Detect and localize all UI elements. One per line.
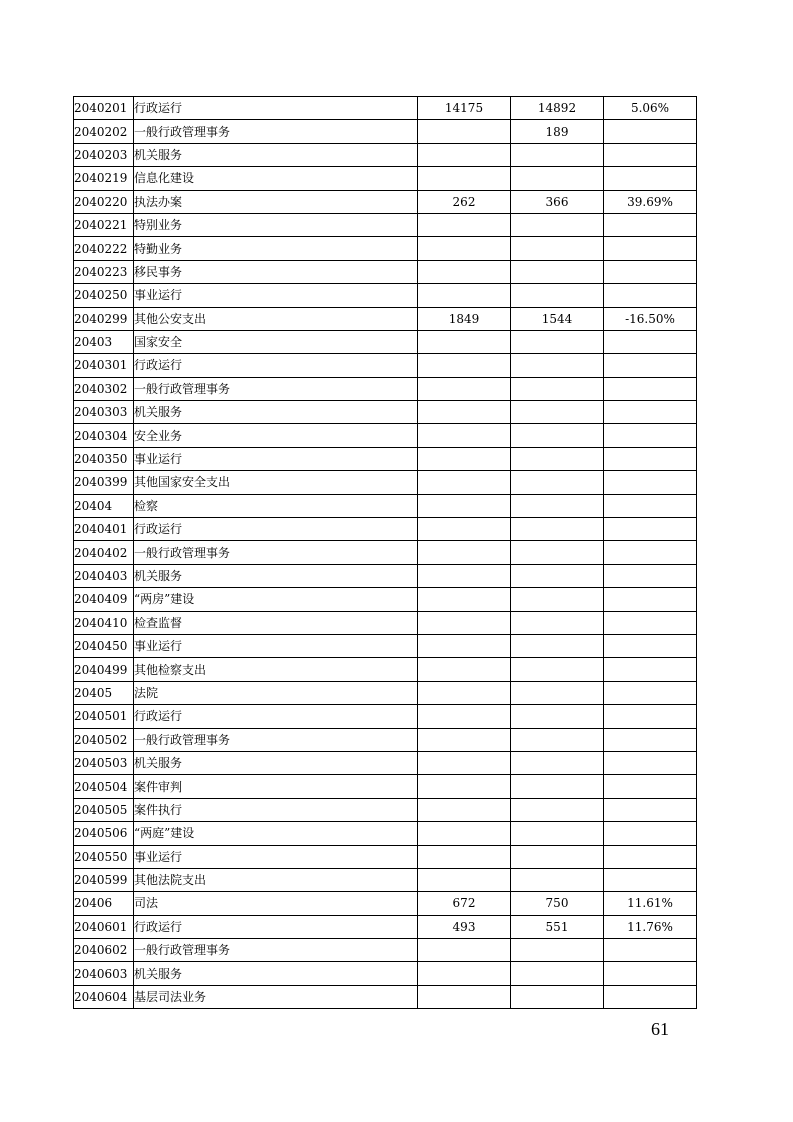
row-change-percent	[604, 939, 697, 962]
table-row	[74, 260, 697, 283]
row-value-prior	[418, 518, 511, 541]
row-code: 2040601	[74, 915, 134, 938]
row-code: 20404	[74, 494, 134, 517]
row-name: 基层司法业务	[134, 985, 418, 1008]
row-change-percent	[604, 447, 697, 470]
table-body	[74, 97, 697, 1009]
row-change-percent	[604, 798, 697, 821]
table-row	[74, 751, 697, 774]
row-value-prior	[418, 424, 511, 447]
row-value-current	[511, 377, 604, 400]
row-value-prior	[418, 798, 511, 821]
row-name: 行政运行	[134, 915, 418, 938]
row-code: 2040450	[74, 634, 134, 657]
row-name: 一般行政管理事务	[134, 120, 418, 143]
table-row	[74, 518, 697, 541]
row-code: 2040350	[74, 447, 134, 470]
row-change-percent	[604, 868, 697, 891]
row-code: 2040550	[74, 845, 134, 868]
row-name: 特勤业务	[134, 237, 418, 260]
row-value-prior	[418, 705, 511, 728]
table-row	[74, 775, 697, 798]
row-change-percent	[604, 541, 697, 564]
row-change-percent	[604, 424, 697, 447]
row-value-prior	[418, 167, 511, 190]
row-value-prior	[418, 120, 511, 143]
row-value-current	[511, 237, 604, 260]
row-value-current: 366	[511, 190, 604, 213]
row-code: 2040604	[74, 985, 134, 1008]
row-value-current	[511, 354, 604, 377]
row-value-current: 189	[511, 120, 604, 143]
row-change-percent	[604, 471, 697, 494]
row-change-percent	[604, 962, 697, 985]
row-value-current	[511, 564, 604, 587]
row-name: 行政运行	[134, 97, 418, 120]
page-number: 61	[651, 1019, 669, 1039]
row-name: 机关服务	[134, 751, 418, 774]
row-name: 其他国家安全支出	[134, 471, 418, 494]
row-value-current	[511, 401, 604, 424]
row-value-current	[511, 822, 604, 845]
table-row	[74, 237, 697, 260]
row-value-prior	[418, 354, 511, 377]
row-name: 一般行政管理事务	[134, 541, 418, 564]
table-row	[74, 658, 697, 681]
row-value-current: 1544	[511, 307, 604, 330]
table-row	[74, 190, 697, 213]
row-code: 2040302	[74, 377, 134, 400]
row-value-prior: 493	[418, 915, 511, 938]
row-name: 机关服务	[134, 564, 418, 587]
row-change-percent	[604, 681, 697, 704]
row-value-prior	[418, 985, 511, 1008]
row-value-prior	[418, 634, 511, 657]
row-name: 行政运行	[134, 518, 418, 541]
row-change-percent	[604, 401, 697, 424]
row-code: 2040410	[74, 611, 134, 634]
row-name: 一般行政管理事务	[134, 939, 418, 962]
row-value-current	[511, 518, 604, 541]
row-name: 检查监督	[134, 611, 418, 634]
table-row	[74, 307, 697, 330]
row-change-percent	[604, 634, 697, 657]
row-change-percent	[604, 728, 697, 751]
row-change-percent	[604, 237, 697, 260]
row-value-prior	[418, 822, 511, 845]
row-name: 事业运行	[134, 284, 418, 307]
row-value-current	[511, 471, 604, 494]
row-value-prior	[418, 541, 511, 564]
row-change-percent	[604, 330, 697, 353]
row-change-percent	[604, 564, 697, 587]
row-name: 国家安全	[134, 330, 418, 353]
table-row	[74, 564, 697, 587]
row-value-prior	[418, 775, 511, 798]
row-value-prior	[418, 284, 511, 307]
row-value-current: 551	[511, 915, 604, 938]
row-code: 2040301	[74, 354, 134, 377]
row-change-percent	[604, 658, 697, 681]
row-name: 安全业务	[134, 424, 418, 447]
row-code: 2040503	[74, 751, 134, 774]
row-value-prior	[418, 751, 511, 774]
row-value-prior	[418, 681, 511, 704]
row-code: 2040402	[74, 541, 134, 564]
row-code: 2040409	[74, 588, 134, 611]
row-change-percent	[604, 588, 697, 611]
row-name: 事业运行	[134, 634, 418, 657]
row-value-prior	[418, 377, 511, 400]
row-value-current	[511, 658, 604, 681]
row-value-prior	[418, 330, 511, 353]
table-row	[74, 424, 697, 447]
table-row	[74, 447, 697, 470]
row-value-prior	[418, 237, 511, 260]
row-name: 事业运行	[134, 447, 418, 470]
table-row	[74, 588, 697, 611]
row-change-percent: -16.50%	[604, 307, 697, 330]
row-change-percent	[604, 377, 697, 400]
row-change-percent	[604, 822, 697, 845]
row-code: 2040603	[74, 962, 134, 985]
table-row	[74, 822, 697, 845]
row-value-prior	[418, 143, 511, 166]
row-code: 2040504	[74, 775, 134, 798]
row-name: 一般行政管理事务	[134, 377, 418, 400]
row-value-prior: 14175	[418, 97, 511, 120]
row-change-percent	[604, 354, 697, 377]
row-code: 2040399	[74, 471, 134, 494]
table-row	[74, 401, 697, 424]
row-value-prior	[418, 939, 511, 962]
row-value-current	[511, 751, 604, 774]
row-value-prior	[418, 868, 511, 891]
row-code: 2040202	[74, 120, 134, 143]
row-name: 机关服务	[134, 401, 418, 424]
row-code: 2040222	[74, 237, 134, 260]
row-value-prior	[418, 401, 511, 424]
row-value-current	[511, 284, 604, 307]
row-value-current	[511, 167, 604, 190]
row-name: 机关服务	[134, 962, 418, 985]
row-value-prior	[418, 494, 511, 517]
table-row	[74, 681, 697, 704]
row-value-current: 750	[511, 892, 604, 915]
table-row	[74, 915, 697, 938]
table-row	[74, 868, 697, 891]
row-value-prior: 262	[418, 190, 511, 213]
row-code: 2040220	[74, 190, 134, 213]
row-code: 2040506	[74, 822, 134, 845]
row-name: 移民事务	[134, 260, 418, 283]
row-name: 其他公安支出	[134, 307, 418, 330]
row-name: 案件审判	[134, 775, 418, 798]
row-value-current	[511, 143, 604, 166]
table-row	[74, 471, 697, 494]
row-code: 2040403	[74, 564, 134, 587]
row-code: 2040401	[74, 518, 134, 541]
row-code: 20403	[74, 330, 134, 353]
row-code: 2040505	[74, 798, 134, 821]
row-change-percent: 11.61%	[604, 892, 697, 915]
row-name: 执法办案	[134, 190, 418, 213]
row-name: 信息化建设	[134, 167, 418, 190]
row-value-prior: 672	[418, 892, 511, 915]
row-code: 2040221	[74, 213, 134, 236]
row-change-percent: 5.06%	[604, 97, 697, 120]
row-change-percent	[604, 120, 697, 143]
table-row	[74, 705, 697, 728]
row-code: 2040250	[74, 284, 134, 307]
row-value-current	[511, 260, 604, 283]
row-value-current	[511, 588, 604, 611]
row-value-current	[511, 845, 604, 868]
row-value-current	[511, 775, 604, 798]
row-change-percent	[604, 775, 697, 798]
table-row	[74, 377, 697, 400]
row-name: 其他法院支出	[134, 868, 418, 891]
row-value-prior	[418, 611, 511, 634]
row-value-prior	[418, 728, 511, 751]
row-value-current	[511, 985, 604, 1008]
row-name: 行政运行	[134, 705, 418, 728]
table-row	[74, 494, 697, 517]
row-value-prior	[418, 260, 511, 283]
table-row	[74, 167, 697, 190]
table-row	[74, 330, 697, 353]
row-name: “两庭”建设	[134, 822, 418, 845]
row-change-percent	[604, 213, 697, 236]
row-name: 法院	[134, 681, 418, 704]
row-change-percent	[604, 284, 697, 307]
row-change-percent	[604, 143, 697, 166]
table-row	[74, 892, 697, 915]
row-code: 2040502	[74, 728, 134, 751]
row-code: 2040599	[74, 868, 134, 891]
row-change-percent	[604, 705, 697, 728]
table-row	[74, 143, 697, 166]
row-change-percent	[604, 167, 697, 190]
row-name: 案件执行	[134, 798, 418, 821]
table-row	[74, 798, 697, 821]
row-value-current	[511, 939, 604, 962]
row-value-prior	[418, 447, 511, 470]
row-name: 司法	[134, 892, 418, 915]
row-value-current	[511, 634, 604, 657]
row-code: 2040501	[74, 705, 134, 728]
table-row	[74, 634, 697, 657]
row-change-percent	[604, 518, 697, 541]
row-value-current	[511, 330, 604, 353]
table-row	[74, 611, 697, 634]
row-change-percent: 39.69%	[604, 190, 697, 213]
row-change-percent	[604, 751, 697, 774]
table-row	[74, 213, 697, 236]
row-code: 20406	[74, 892, 134, 915]
row-name: 机关服务	[134, 143, 418, 166]
table-row	[74, 284, 697, 307]
table-row	[74, 541, 697, 564]
row-code: 2040303	[74, 401, 134, 424]
row-code: 2040299	[74, 307, 134, 330]
table-row	[74, 97, 697, 120]
row-value-prior	[418, 471, 511, 494]
row-name: 行政运行	[134, 354, 418, 377]
row-code: 2040223	[74, 260, 134, 283]
row-change-percent	[604, 494, 697, 517]
row-value-current	[511, 213, 604, 236]
row-change-percent	[604, 845, 697, 868]
row-value-prior	[418, 213, 511, 236]
row-name: 特别业务	[134, 213, 418, 236]
row-value-prior	[418, 658, 511, 681]
table-row	[74, 845, 697, 868]
row-change-percent	[604, 985, 697, 1008]
row-code: 2040201	[74, 97, 134, 120]
table-row	[74, 120, 697, 143]
row-value-current: 14892	[511, 97, 604, 120]
row-value-current	[511, 681, 604, 704]
table-row	[74, 985, 697, 1008]
row-name: 其他检察支出	[134, 658, 418, 681]
table-row	[74, 354, 697, 377]
row-code: 2040499	[74, 658, 134, 681]
row-value-current	[511, 728, 604, 751]
row-value-current	[511, 494, 604, 517]
row-value-current	[511, 705, 604, 728]
row-value-current	[511, 447, 604, 470]
table-row	[74, 728, 697, 751]
row-value-current	[511, 611, 604, 634]
row-value-current	[511, 962, 604, 985]
row-code: 2040203	[74, 143, 134, 166]
row-code: 2040219	[74, 167, 134, 190]
row-value-current	[511, 798, 604, 821]
row-change-percent	[604, 260, 697, 283]
row-value-current	[511, 868, 604, 891]
row-code: 20405	[74, 681, 134, 704]
row-value-prior: 1849	[418, 307, 511, 330]
row-code: 2040304	[74, 424, 134, 447]
row-name: 检察	[134, 494, 418, 517]
row-value-prior	[418, 962, 511, 985]
row-name: “两房”建设	[134, 588, 418, 611]
budget-table	[73, 96, 697, 1009]
row-value-current	[511, 541, 604, 564]
row-value-current	[511, 424, 604, 447]
row-value-prior	[418, 588, 511, 611]
row-value-prior	[418, 564, 511, 587]
table-row	[74, 939, 697, 962]
row-name: 一般行政管理事务	[134, 728, 418, 751]
row-code: 2040602	[74, 939, 134, 962]
row-name: 事业运行	[134, 845, 418, 868]
row-change-percent: 11.76%	[604, 915, 697, 938]
row-value-prior	[418, 845, 511, 868]
table-row	[74, 962, 697, 985]
row-change-percent	[604, 611, 697, 634]
